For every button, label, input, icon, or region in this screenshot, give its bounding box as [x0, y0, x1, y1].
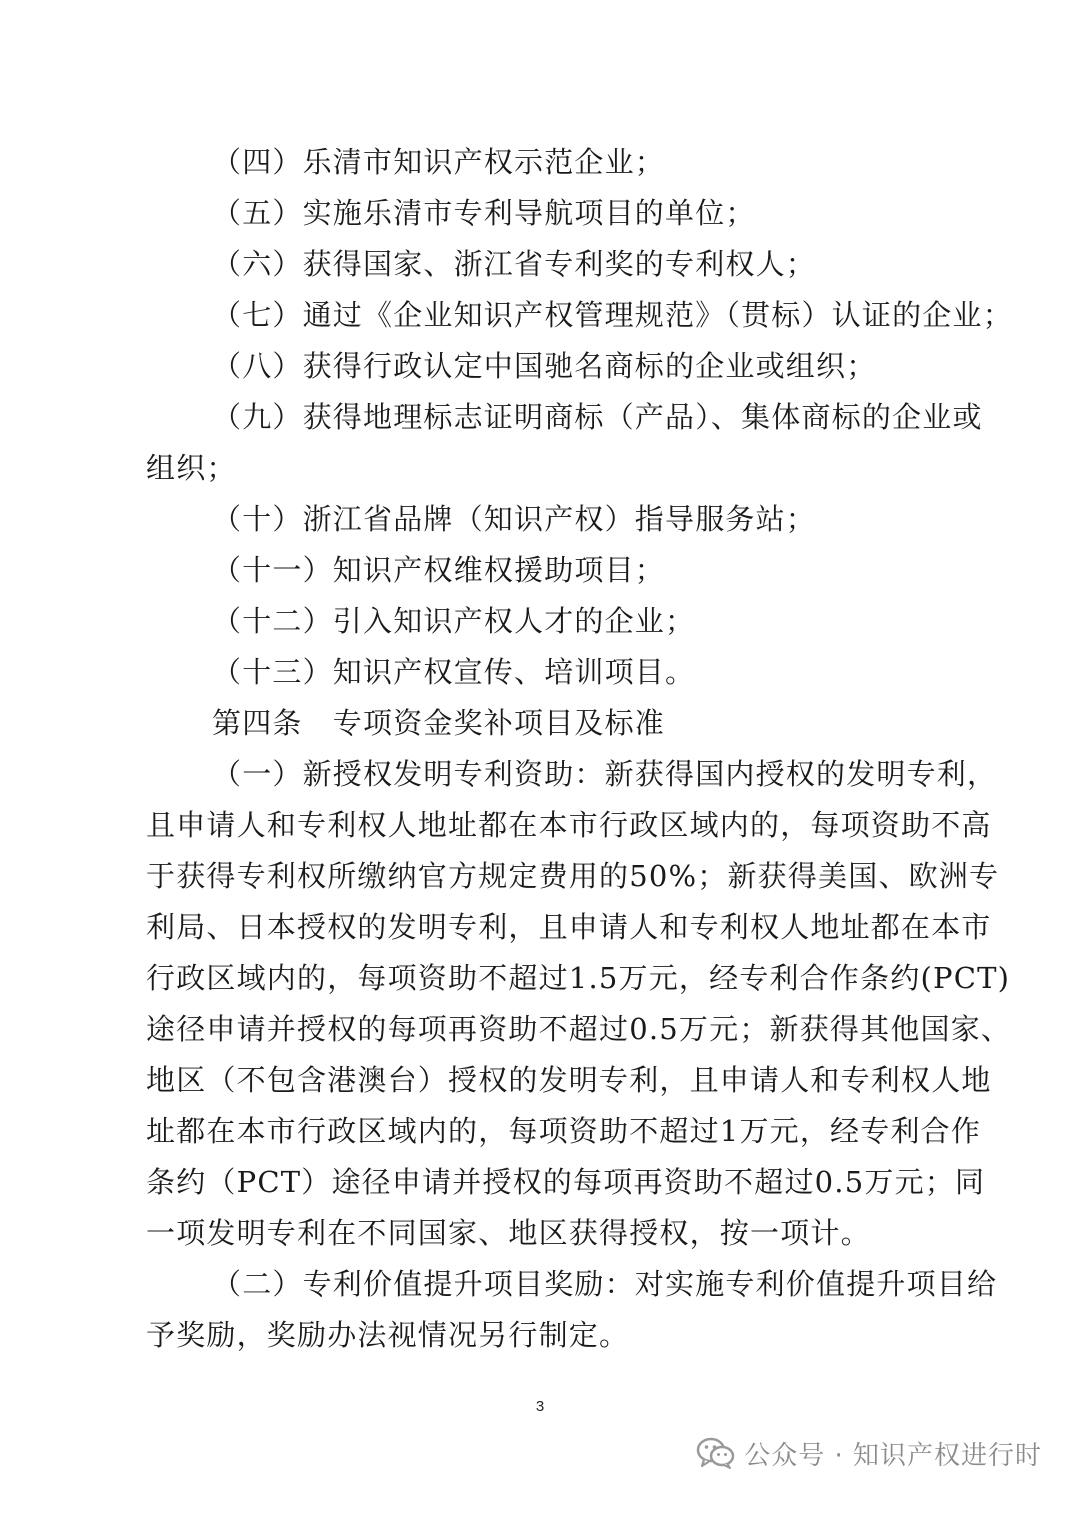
paragraph-line: 且申请人和专利权人地址都在本市行政区域内的，每项资助不高	[146, 808, 992, 842]
list-item-continuation: 组织；	[146, 451, 237, 485]
paragraph-line: 途径申请并授权的每项再资助不超过0.5万元；新获得其他国家、	[146, 1012, 1012, 1046]
list-item: （十三）知识产权宣传、培训项目。	[212, 655, 696, 689]
list-item: （九）获得地理标志证明商标（产品）、集体商标的企业或	[212, 400, 983, 434]
paragraph-line: 址都在本市行政区域内的，每项资助不超过1万元，经专利合作	[146, 1114, 982, 1148]
paragraph-line: 予奖励，奖励办法视情况另行制定。	[146, 1318, 630, 1352]
list-item: （四）乐清市知识产权示范企业；	[212, 145, 666, 179]
list-item: （五）实施乐清市专利导航项目的单位；	[212, 196, 756, 230]
list-item: （六）获得国家、浙江省专利奖的专利权人；	[212, 247, 817, 281]
paragraph-line: 利局、日本授权的发明专利，且申请人和专利权人地址都在本市	[146, 910, 992, 944]
list-item: （十二）引入知识产权人才的企业；	[212, 604, 696, 638]
list-item: （十一）知识产权维权援助项目；	[212, 553, 666, 587]
watermark	[696, 1433, 1042, 1473]
section-heading: 第四条 专项资金奖补项目及标准	[212, 706, 666, 740]
list-item: （八）获得行政认定中国驰名商标的企业或组织；	[212, 349, 877, 383]
paragraph-line: 于获得专利权所缴纳官方规定费用的50%；新获得美国、欧洲专	[146, 859, 1000, 893]
paragraph-line: （一）新授权发明专利资助：新获得国内授权的发明专利，	[212, 757, 998, 791]
paragraph-line: 行政区域内的，每项资助不超过1.5万元，经专利合作条约(PCT)	[146, 961, 1011, 995]
list-item: （七）通过《企业知识产权管理规范》（贯标）认证的企业；	[212, 298, 1013, 332]
paragraph-line: 地区（不包含港澳台）授权的发明专利，且申请人和专利权人地	[146, 1063, 992, 1097]
paragraph-line: 条约（PCT）途径申请并授权的每项再资助不超过0.5万元；同	[146, 1165, 986, 1199]
paragraph-line: （二）专利价值提升项目奖励：对实施专利价值提升项目给	[212, 1267, 998, 1301]
wechat-icon	[696, 1436, 736, 1470]
watermark-text: 公众号 · 知识产权进行时	[744, 1440, 1042, 1471]
list-item: （十）浙江省品牌（知识产权）指导服务站；	[212, 502, 817, 536]
paragraph-line: 一项发明专利在不同国家、地区获得授权，按一项计。	[146, 1216, 871, 1250]
page-number: 3	[535, 1398, 545, 1415]
